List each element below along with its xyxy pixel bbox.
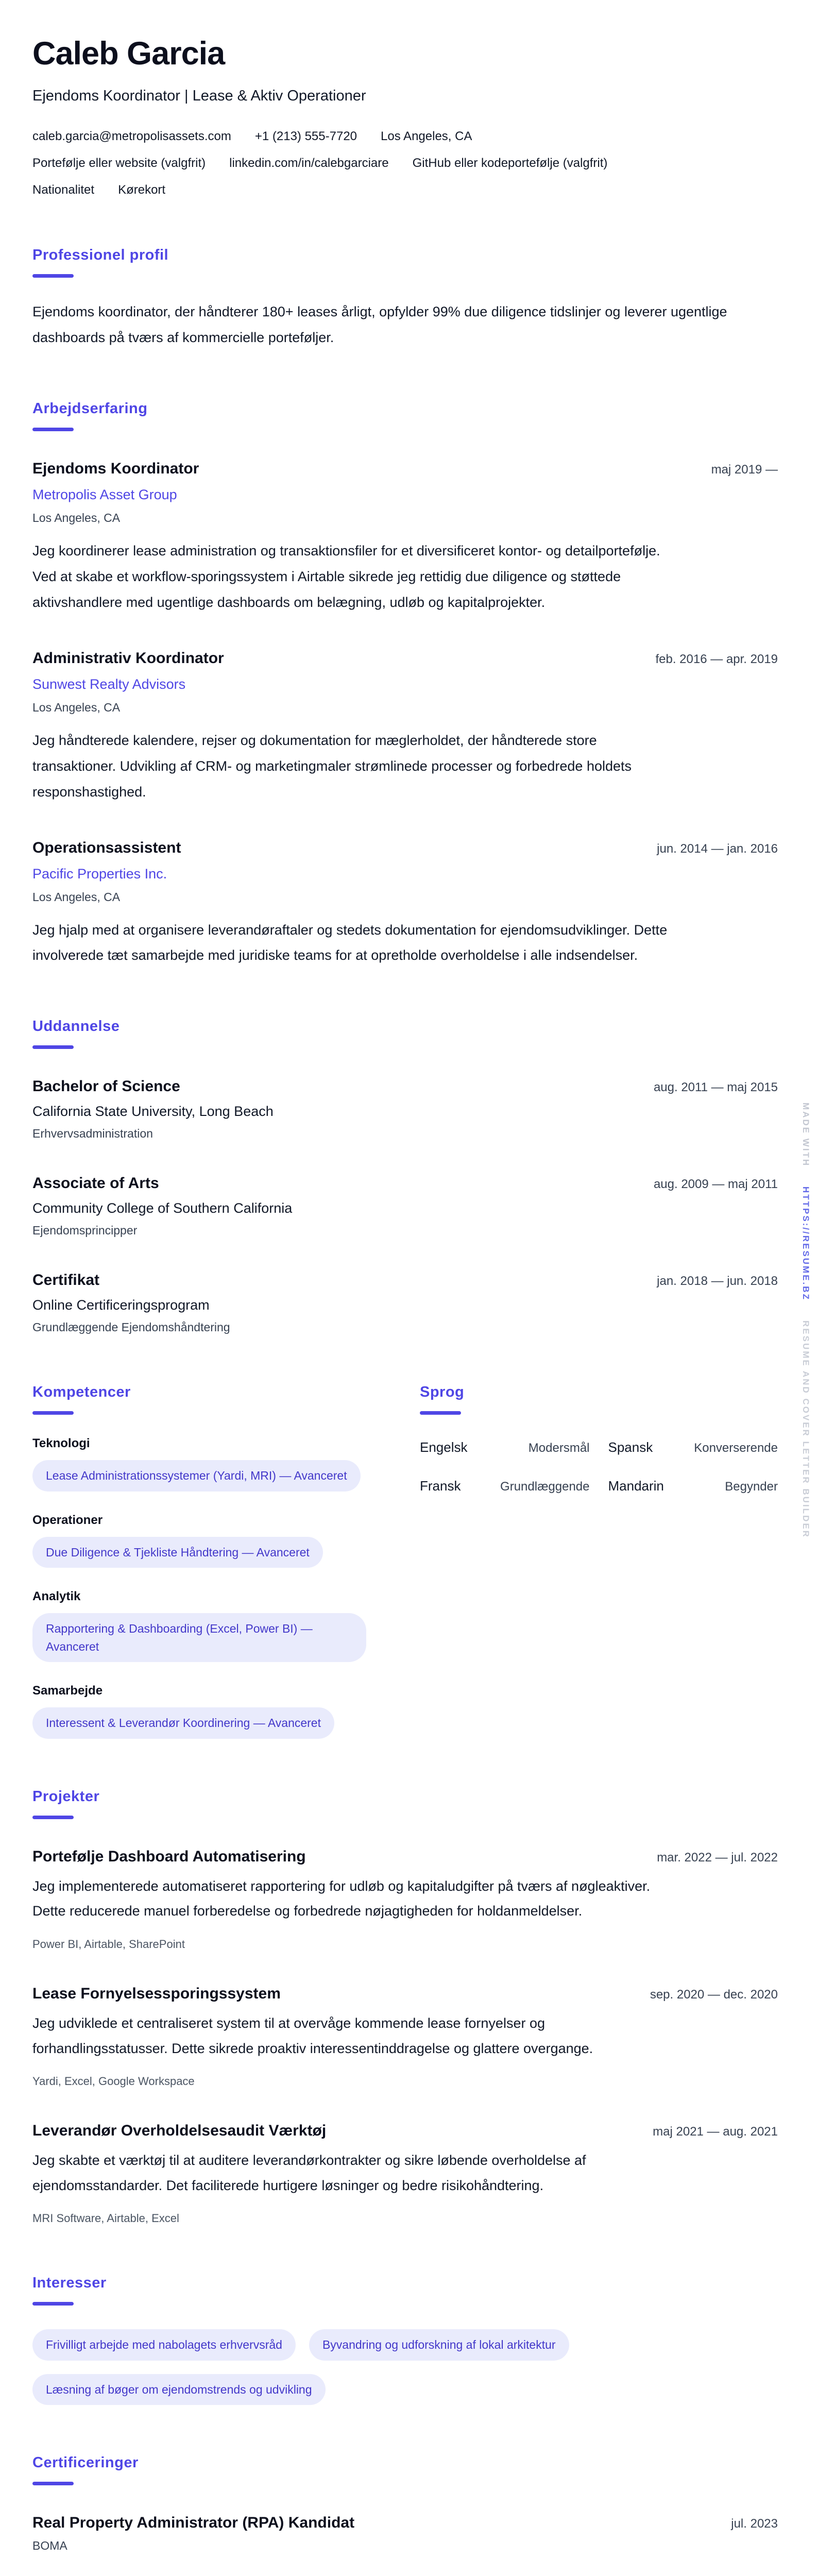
project-header-row	[32, 1848, 778, 1866]
skill-category: Operationer	[32, 1513, 103, 1527]
linkedin-text: linkedin.com/in/calebgarciare	[229, 156, 389, 170]
school-name: Community College of Southern California	[32, 1200, 293, 1216]
section-heading-projects: Projekter	[32, 1788, 100, 1805]
section-interests	[32, 2275, 778, 2405]
project-description: Jeg skabte et værktøj til at auditere leverandørkontrakter og sikre løbende overholdelse af ejendomsstandarder. Det faciliterede hurtigere løsninger og bedre risikohåndtering.	[32, 2153, 586, 2193]
section-heading-skills: Kompetencer	[32, 1384, 131, 1401]
degree-title: Bachelor of Science	[32, 1078, 180, 1095]
education-dates: aug. 2009 — maj 2011	[653, 1177, 778, 1192]
education-list	[32, 1078, 778, 1334]
language-level: Grundlæggende	[500, 1480, 590, 1494]
certification-header-row	[32, 2514, 778, 2532]
education-header-row	[32, 1078, 778, 1095]
interest-pill-row	[32, 2329, 687, 2405]
location-text: Los Angeles, CA	[381, 129, 472, 143]
job-dates: feb. 2016 — apr. 2019	[655, 652, 778, 666]
degree-title: Certifikat	[32, 1272, 100, 1289]
project-title: Lease Fornyelsessporingssystem	[32, 1985, 281, 2003]
language-item	[420, 1439, 590, 1455]
phone-text: +1 (213) 555-7720	[254, 129, 357, 143]
certification-title: Real Property Administrator (RPA) Kandidat	[32, 2514, 355, 2532]
education-entry	[32, 1078, 778, 1141]
project-dates: mar. 2022 — jul. 2022	[657, 1850, 778, 1865]
language-level: Konverserende	[694, 1441, 778, 1455]
project-entry	[32, 1848, 778, 1951]
project-entry	[32, 1985, 778, 2088]
nationality-placeholder-text: Nationalitet	[32, 183, 95, 197]
interest-pill: Læsning af bøger om ejendomstrends og udvikling	[32, 2374, 326, 2405]
project-tech-list: MRI Software, Airtable, Excel	[32, 2212, 179, 2225]
interest-pill: Byvandring og udforskning af lokal arkitektur	[309, 2329, 569, 2361]
resume-header	[32, 35, 778, 197]
language-grid	[420, 1439, 778, 1494]
section-profile	[32, 247, 778, 351]
school-name: Online Certificeringsprogram	[32, 1297, 210, 1313]
section-underline	[420, 1411, 461, 1415]
section-skills	[32, 1384, 393, 1739]
language-name: Fransk	[420, 1478, 461, 1494]
education-dates: aug. 2011 — maj 2015	[653, 1080, 778, 1095]
section-languages	[420, 1384, 778, 1739]
section-heading-certifications: Certificeringer	[32, 2454, 139, 2471]
job-title: Administrativ Koordinator	[32, 649, 224, 667]
section-heading-interests: Interesser	[32, 2275, 107, 2292]
project-tech-list: Power BI, Airtable, SharePoint	[32, 1938, 185, 1951]
watermark-url-text: HTTPS://RESUME.BZ	[801, 1186, 811, 1301]
email-text: caleb.garcia@metropolisassets.com	[32, 129, 231, 143]
education-entry	[32, 1175, 778, 1238]
watermark-tagline-text: RESUME AND COVER LETTER BUILDER	[801, 1320, 811, 1538]
job-description: Jeg koordinerer lease administration og transaktionsfiler for et diversificeret kontor- og detailportefølje. Ved at skabe et workflow-sporingssystem i Airtable sikrede jeg rettidig due diligence og støttede aktivshandlere med ugentlige dashboards om belægning, udløb og kapitalprojekter.	[32, 543, 660, 610]
certification-issuer: BOMA	[32, 2539, 67, 2553]
skill-pill: Rapportering & Dashboarding (Excel, Power BI) — Avanceret	[32, 1613, 366, 1662]
job-description: Jeg håndterede kalendere, rejser og dokumentation for mæglerholdet, der håndterede store transaktioner. Udvikling af CRM- og marketingmaler strømlinede processer og forbedrede holdets responshastighed.	[32, 732, 632, 800]
job-location: Los Angeles, CA	[32, 890, 121, 904]
job-title: Operationsassistent	[32, 839, 181, 856]
education-header-row	[32, 1175, 778, 1192]
job-location: Los Angeles, CA	[32, 511, 121, 524]
section-underline	[32, 1045, 74, 1049]
project-dates: maj 2021 — aug. 2021	[653, 2125, 778, 2139]
education-dates: jan. 2018 — jun. 2018	[657, 1274, 778, 1289]
section-experience	[32, 400, 778, 969]
language-name: Engelsk	[420, 1439, 468, 1455]
job-header-row	[32, 460, 778, 478]
language-item	[420, 1478, 590, 1494]
section-heading-languages: Sprog	[420, 1384, 465, 1401]
drivers-license-placeholder-text: Kørekort	[118, 183, 166, 197]
job-entry	[32, 650, 778, 805]
contact-row-extra	[32, 183, 778, 197]
certification-list	[32, 2514, 778, 2553]
project-title: Portefølje Dashboard Automatisering	[32, 1848, 306, 1865]
language-item	[608, 1439, 778, 1455]
skills-languages-row	[32, 1384, 778, 1739]
job-title: Ejendoms Koordinator	[32, 460, 199, 477]
person-name: Caleb Garcia	[32, 36, 225, 72]
portfolio-placeholder-text: Portefølje eller website (valgfrit)	[32, 156, 206, 170]
project-description: Jeg udviklede et centraliseret system til at overvåge kommende lease fornyelser og forhandlingsstatusser. Dette sikrede proaktiv interessentinddragelse og glattere overgange.	[32, 2015, 593, 2056]
section-underline	[32, 274, 74, 278]
skill-pill: Lease Administrationssystemer (Yardi, MRI) — Avanceret	[32, 1460, 361, 1492]
section-underline	[32, 1816, 74, 1819]
project-list	[32, 1848, 778, 2226]
contact-row-primary	[32, 129, 778, 144]
job-entry	[32, 839, 778, 969]
job-location: Los Angeles, CA	[32, 700, 121, 714]
section-projects	[32, 1788, 778, 2226]
project-tech-list: Yardi, Excel, Google Workspace	[32, 2075, 195, 2088]
education-header-row	[32, 1272, 778, 1289]
profile-summary-text: Ejendoms koordinator, der håndterer 180+ leases årligt, opfylder 99% due diligence tidslinjer og leverer ugentlige dashboards på tværs af kommercielle porteføljer.	[32, 304, 727, 345]
section-underline	[32, 2482, 74, 2485]
project-header-row	[32, 2122, 778, 2140]
language-item	[608, 1478, 778, 1494]
watermark-made-with-text: MADE WITH	[801, 1103, 811, 1167]
skill-category: Analytik	[32, 1589, 81, 1604]
skill-category: Samarbejde	[32, 1684, 103, 1698]
company-link[interactable]: Sunwest Realty Advisors	[32, 676, 186, 692]
project-dates: sep. 2020 — dec. 2020	[650, 1988, 778, 2002]
job-entry	[32, 460, 778, 616]
watermark	[800, 1103, 811, 1538]
company-link[interactable]: Metropolis Asset Group	[32, 486, 177, 502]
field-of-study: Grundlæggende Ejendomshåndtering	[32, 1320, 230, 1334]
field-of-study: Erhvervsadministration	[32, 1127, 153, 1141]
job-dates: maj 2019 —	[711, 462, 778, 477]
job-description: Jeg hjalp med at organisere leverandøraftaler og stedets dokumentation for ejendomsudviklinger. Dette involverede tæt samarbejde med juridiske teams for at opretholde overholdelse i alle indsendelser.	[32, 922, 668, 963]
certification-entry	[32, 2514, 778, 2553]
interest-pill: Frivilligt arbejde med nabolagets erhvervsråd	[32, 2329, 296, 2361]
skill-pill: Due Diligence & Tjekliste Håndtering — Avanceret	[32, 1537, 323, 1568]
section-heading-experience: Arbejdserfaring	[32, 400, 148, 417]
project-description: Jeg implementerede automatiseret rapportering for udløb og kapitaludgifter på tværs af nøgleaktiver. Dette reducerede manuel forberedelse og forbedrede nøjagtigheden for holdanmeldelser.	[32, 1878, 651, 1919]
project-title: Leverandør Overholdelsesaudit Værktøj	[32, 2122, 327, 2140]
github-placeholder-text: GitHub eller kodeportefølje (valgfrit)	[412, 156, 608, 170]
skill-category: Teknologi	[32, 1436, 90, 1451]
section-underline	[32, 428, 74, 431]
certification-date: jul. 2023	[731, 2517, 778, 2531]
skill-pill: Interessent & Leverandør Koordinering — Avanceret	[32, 1707, 334, 1739]
section-certifications	[32, 2454, 778, 2553]
section-education	[32, 1018, 778, 1334]
company-link[interactable]: Pacific Properties Inc.	[32, 866, 167, 882]
language-name: Mandarin	[608, 1478, 664, 1494]
contact-row-links	[32, 156, 778, 171]
section-heading-profile: Professionel profil	[32, 247, 169, 263]
language-level: Modersmål	[528, 1441, 590, 1455]
field-of-study: Ejendomsprincipper	[32, 1224, 138, 1238]
person-job-title: Ejendoms Koordinator | Lease & Aktiv Operationer	[32, 88, 366, 104]
project-header-row	[32, 1985, 778, 2003]
section-heading-education: Uddannelse	[32, 1018, 120, 1035]
language-name: Spansk	[608, 1439, 653, 1455]
job-dates: jun. 2014 — jan. 2016	[657, 841, 778, 856]
job-list	[32, 460, 778, 969]
language-level: Begynder	[725, 1480, 778, 1494]
section-underline	[32, 2302, 74, 2306]
project-entry	[32, 2122, 778, 2225]
school-name: California State University, Long Beach	[32, 1104, 274, 1120]
job-header-row	[32, 650, 778, 667]
degree-title: Associate of Arts	[32, 1175, 159, 1192]
section-underline	[32, 1411, 74, 1415]
job-header-row	[32, 839, 778, 857]
education-entry	[32, 1272, 778, 1334]
